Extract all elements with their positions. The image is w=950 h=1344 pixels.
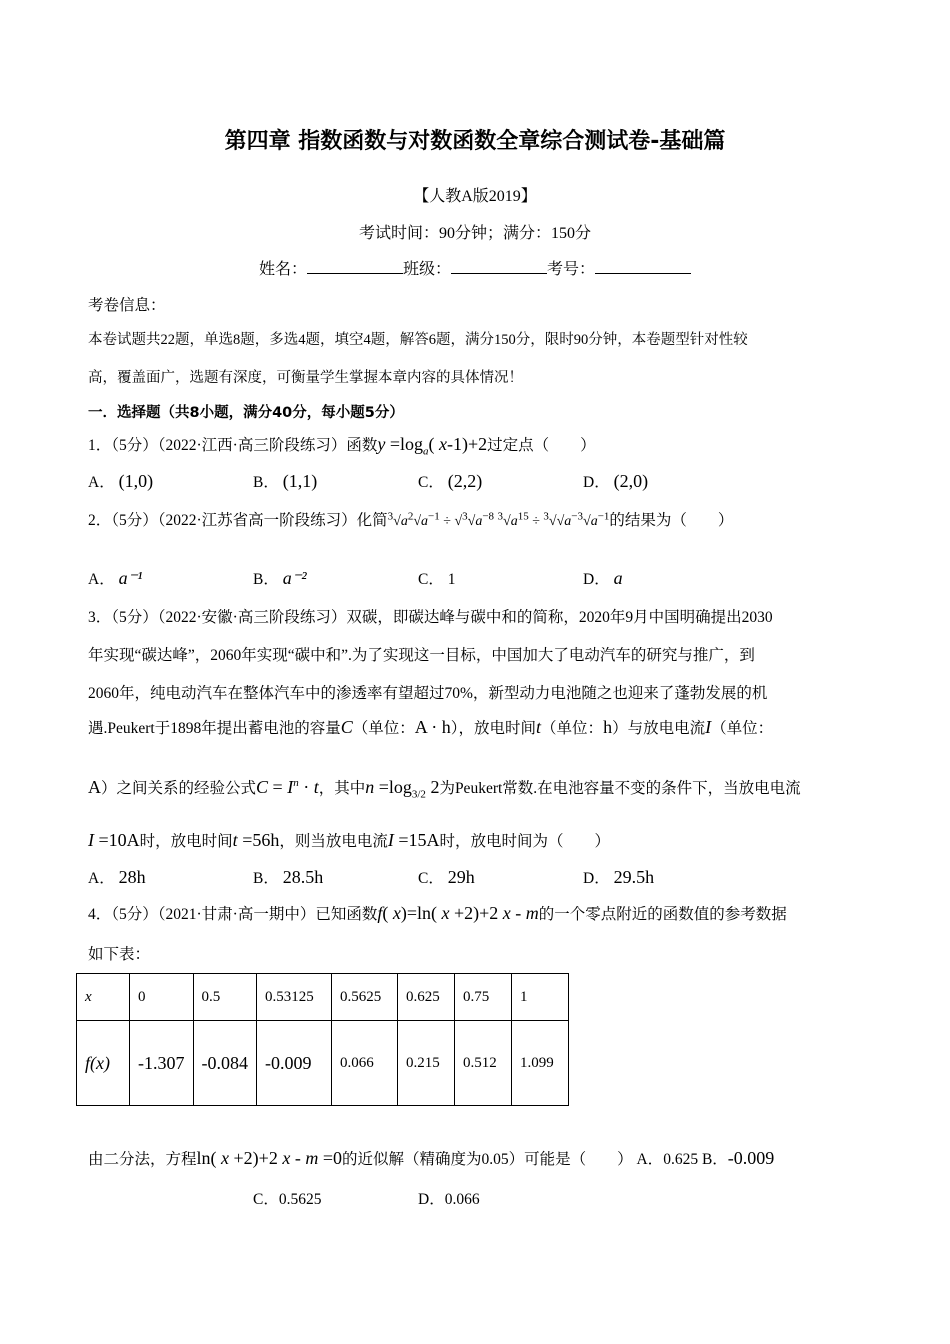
table-cell: 0.53125 bbox=[257, 974, 332, 1021]
q1-option-a[interactable]: A． (1,0) bbox=[88, 471, 154, 491]
q3-option-d[interactable]: D． 29.5h bbox=[583, 867, 655, 887]
table-cell: -1.307 bbox=[130, 1021, 194, 1106]
q3-line-3: 2060年，纯电动汽车在整体汽车中的渗透率有望超过70%，新型动力电池随之也迎来了蓬勃发展的机 bbox=[88, 685, 768, 702]
table-cell: 1 bbox=[512, 974, 569, 1021]
name-field[interactable] bbox=[307, 259, 403, 274]
info-heading: 考卷信息： bbox=[88, 297, 166, 314]
q1-text: 1．（5分）（2022·江西·高三阶段练习）函数 bbox=[88, 437, 378, 454]
table-cell: 0.512 bbox=[455, 1021, 512, 1106]
q3-line-2: 年实现“碳达峰”，2060年实现“碳中和”.为了实现这一目标，中国加大了电动汽车的研究与推广，到 bbox=[88, 647, 755, 664]
q1-formula: $y =\log_a$( x-1)+2 bbox=[377, 434, 488, 458]
q4-option-a[interactable]: A．0.625 bbox=[636, 1151, 699, 1168]
table-cell: x bbox=[77, 974, 130, 1021]
q1-option-d[interactable]: D． (2,0) bbox=[583, 471, 649, 491]
question-1 bbox=[88, 433, 596, 458]
table-cell: f(x) bbox=[77, 1021, 130, 1106]
table-cell: 0.625 bbox=[398, 974, 455, 1021]
q3-line-6: I =10A时，放电时间t =56h，则当放电电流I =15A时，放电时间为（ ） bbox=[88, 830, 611, 850]
question-2 bbox=[88, 508, 733, 530]
q4-formula: f( x)=ln( x +2)+2 x - m bbox=[377, 903, 539, 923]
q3-option-c[interactable]: C． 29h bbox=[418, 867, 475, 887]
q3-line-5: A）之间关系的经验公式$C = I^n \cdot t$，其中$n =\log_{3/2}$ 2为Peukert常数.在电池容量不变的条件下，当放电电流 bbox=[88, 777, 801, 801]
number-label: 考号： bbox=[547, 261, 596, 278]
q2-text: 2．（5分）（2022·江苏省高一阶段练习）化简 bbox=[88, 512, 388, 529]
table-cell: 0.215 bbox=[398, 1021, 455, 1106]
page-title: 第四章 指数函数与对数函数全章综合测试卷-基础篇 bbox=[224, 129, 726, 154]
q2-option-b[interactable]: B． a⁻² bbox=[253, 568, 307, 588]
q4-text: 4．（5分）（2021·甘肃·高一期中）已知函数 bbox=[88, 906, 378, 923]
table-row bbox=[77, 1021, 569, 1106]
q2-radical-expression: $^3√a^2√a^{-1} \div √^3√a^{-8}$ $^3√a^{15} \div ^3√√a^{-3}√a^{-1}$ bbox=[387, 510, 610, 529]
table-cell: 0 bbox=[130, 974, 194, 1021]
q4-line-2: 如下表： bbox=[88, 946, 151, 963]
q4-data-table bbox=[76, 973, 569, 1106]
edition-label: 【人教A版2019】 bbox=[413, 188, 537, 205]
q1-option-c[interactable]: C． (2,2) bbox=[418, 471, 483, 491]
student-info-row bbox=[0, 256, 950, 279]
q4-option-c[interactable]: C．0.5625 bbox=[253, 1191, 322, 1208]
q2-option-a[interactable]: A． a⁻¹ bbox=[88, 568, 143, 588]
q4-bisection-line: 由二分法，方程ln( x +2)+2 x - m =0的近似解（精确度为0.05）可能是（ ） A．0.625 B．-0.009 bbox=[88, 1148, 775, 1168]
q1-option-b[interactable]: B． (1,1) bbox=[253, 471, 318, 491]
q2-option-d[interactable]: D． a bbox=[583, 568, 623, 588]
table-cell: 1.099 bbox=[512, 1021, 569, 1106]
q2-option-c[interactable]: C． 1 bbox=[418, 571, 456, 588]
table-cell: 0.066 bbox=[332, 1021, 398, 1106]
class-label: 班级： bbox=[402, 261, 451, 278]
table-row bbox=[77, 974, 569, 1021]
q2-suffix: 的结果为（ ） bbox=[609, 512, 734, 529]
table-cell: 0.5625 bbox=[332, 974, 398, 1021]
info-line-1: 本卷试题共22题，单选8题，多选4题，填空4题，解答6题，满分150分，限时90分钟，本卷题型针对性较 bbox=[88, 332, 748, 348]
table-cell: 0.75 bbox=[455, 974, 512, 1021]
q1-suffix: 过定点（ ） bbox=[487, 437, 596, 454]
table-cell: -0.009 bbox=[257, 1021, 332, 1106]
q4-suffix: 的一个零点附近的函数值的参考数据 bbox=[538, 906, 787, 923]
info-line-2: 高，覆盖面广，选题有深度，可衡量学生掌握本章内容的具体情况！ bbox=[88, 370, 523, 386]
section-heading: 一．选择题（共8小题，满分40分，每小题5分） bbox=[88, 405, 404, 421]
q3-line-4: 遇.Peukert于1898年提出蓄电池的容量C（单位：A · h），放电时间t（单位：h）与放电电流I（单位： bbox=[88, 717, 774, 737]
q4-option-d[interactable]: D．0.066 bbox=[418, 1191, 480, 1208]
question-4 bbox=[88, 902, 787, 924]
class-field[interactable] bbox=[451, 259, 547, 274]
exam-info: 考试时间：90分钟；满分：150分 bbox=[358, 225, 591, 242]
q3-option-b[interactable]: B． 28.5h bbox=[253, 867, 324, 887]
table-cell: -0.084 bbox=[193, 1021, 257, 1106]
q3-line-1: 3．（5分）（2022·安徽·高三阶段练习）双碳，即碳达峰与碳中和的简称，2020年9月中国明确提出2030 bbox=[88, 609, 773, 626]
q3-option-a[interactable]: A． 28h bbox=[88, 867, 146, 887]
name-label: 姓名： bbox=[258, 261, 307, 278]
q4-option-b[interactable]: B．-0.009 bbox=[701, 1148, 775, 1168]
number-field[interactable] bbox=[595, 259, 691, 274]
table-cell: 0.5 bbox=[193, 974, 257, 1021]
